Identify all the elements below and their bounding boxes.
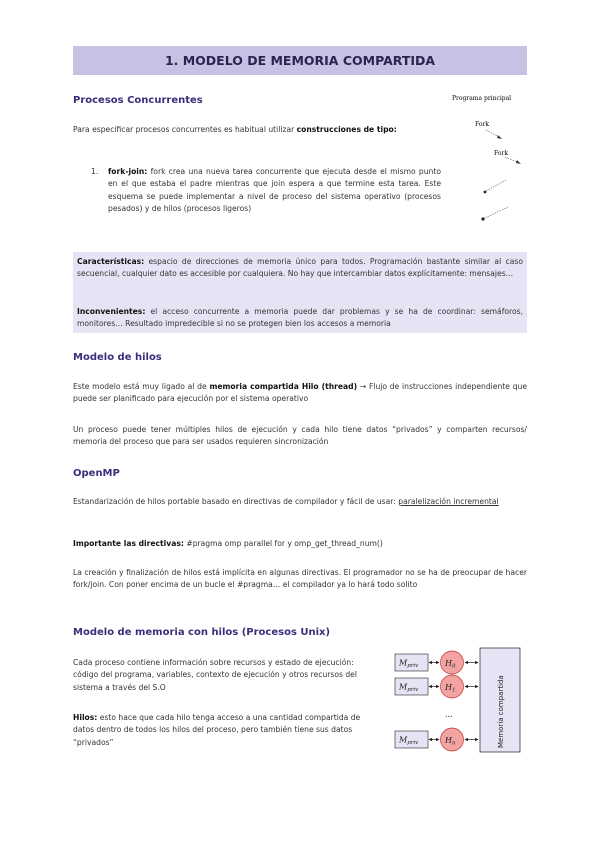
unix-paragraph-1: Cada proceso contiene información sobre recursos y estado de ejecución: código del programa, variables, contexto de ejecución y otros recursos del sistema a través del S.O xyxy=(73,658,357,692)
procesos-intro xyxy=(73,124,441,136)
openmp-paragraph-1 xyxy=(73,496,527,508)
fork-join-figure xyxy=(445,88,535,228)
thread-h0 xyxy=(441,651,464,674)
inconvenientes-paragraph xyxy=(77,306,523,331)
thread-hn xyxy=(441,728,464,751)
openmp-p1-underline: paralelización incremental xyxy=(398,497,499,506)
heading-modelo-hilos: Modelo de hilos xyxy=(73,352,162,363)
procesos-intro-text: Para especificar procesos concurrentes es habitual utilizar xyxy=(73,125,297,134)
caracteristicas-text: espacio de direcciones de memoria único para todos. Programación bastante similar al caso secuencial, cualquier dato es accesible por cualquiera. No hay que intercambiar datos explícitamente: mensajes… xyxy=(77,257,523,279)
shared-memory-label: Memoria compartida xyxy=(497,675,505,748)
openmp-paragraph-2 xyxy=(73,538,527,550)
fork-join-term: fork-join: xyxy=(108,167,148,176)
figure-label-fork1: Fork xyxy=(475,121,489,128)
fork-arrowhead-2 xyxy=(516,160,521,164)
hilos-p1-post: → Flujo de instrucciones independiente que puede ser planificado para ejecución por el sistema operativo xyxy=(73,382,527,404)
thread-h1 xyxy=(441,675,464,698)
join-arrow-2 xyxy=(485,207,508,218)
figure-label-main: Programa principal xyxy=(452,95,512,102)
heading-procesos: Procesos Concurrentes xyxy=(73,95,203,106)
caracteristicas-label: Características: xyxy=(77,257,145,266)
heading-procesos-unix: Modelo de memoria con hilos (Procesos Unix) xyxy=(73,627,331,638)
mpriv-label-1: Mpriv xyxy=(399,682,419,693)
inconvenientes-label: Inconvenientes: xyxy=(77,307,146,316)
hilos-p1-bold: memoria compartida Hilo (thread) xyxy=(209,382,358,391)
openmp-p2-bold: Importante las directivas: xyxy=(73,539,184,548)
hilos-paragraph-1 xyxy=(73,381,527,406)
heading-openmp: OpenMP xyxy=(73,468,120,479)
hilos-p1-text: Este modelo está muy ligado al de xyxy=(73,382,210,391)
thread-hn-label: Hn xyxy=(445,736,456,747)
join-dot-1 xyxy=(484,191,487,194)
thread-h0-label: H0 xyxy=(445,659,456,670)
fork-arrowhead-1 xyxy=(497,135,502,139)
figure-label-fork2: Fork xyxy=(494,150,508,157)
diagram-ellipsis: ... xyxy=(445,710,453,719)
fork-join-text: fork crea una nueva tarea concurrente que ejecuta desde el mismo punto en el que estaba el padre mientras que join espera a que termine esta tarea. Este esquema se puede implementar a nivel de proceso del sistema operativo (procesos pesados) y de hilos (procesos ligeros) xyxy=(108,167,441,214)
page-title: 1. MODELO DE MEMORIA COMPARTIDA xyxy=(164,53,436,68)
openmp-paragraph-3: La creación y finalización de hilos está implícita en algunas directivas. El programador no se ha de preocupar de hacer fork/join. Con poner encima de un bucle el #pragma… el compilador ya lo hará todo solito xyxy=(73,568,527,590)
unix-p2-bold: Hilos: xyxy=(73,713,98,722)
list-item-number: 1. xyxy=(91,167,99,176)
mpriv-label-n: Mpriv xyxy=(399,735,419,746)
join-dot-2 xyxy=(481,217,484,220)
openmp-p2-text: #pragma omp parallel for y omp_get_thread_num() xyxy=(183,539,383,548)
inconvenientes-text: el acceso concurrente a memoria puede dar problemas y se ha de coordinar: semáforos, monitores… Resultado impredecible si no se protegen bien los accesos a memoria xyxy=(77,307,523,329)
list-item-fork-join xyxy=(108,166,441,216)
thread-h1-label: H1 xyxy=(445,683,456,694)
caracteristicas-paragraph xyxy=(77,256,523,281)
openmp-p1-text: Estandarización de hilos portable basado en directivas de compilador y fácil de usar: xyxy=(73,497,399,506)
unix-p2-text: esto hace que cada hilo tenga acceso a una cantidad compartida de datos dentro de todos los hilos del proceso, pero también tiene sus datos “privados” xyxy=(73,713,361,747)
join-arrow-1 xyxy=(486,180,506,191)
page-title-bar xyxy=(73,46,527,75)
mpriv-label-0: Mpriv xyxy=(399,658,419,669)
procesos-intro-bold: construcciones de tipo: xyxy=(296,125,397,134)
hilos-paragraph-2: Un proceso puede tener múltiples hilos de ejecución y cada hilo tiene datos “privados” y comparten recursos/ memoria del proceso que para ser usados requieren sincronización xyxy=(73,425,527,447)
unix-paragraph-2 xyxy=(73,712,370,749)
thread-memory-diagram xyxy=(392,645,527,755)
